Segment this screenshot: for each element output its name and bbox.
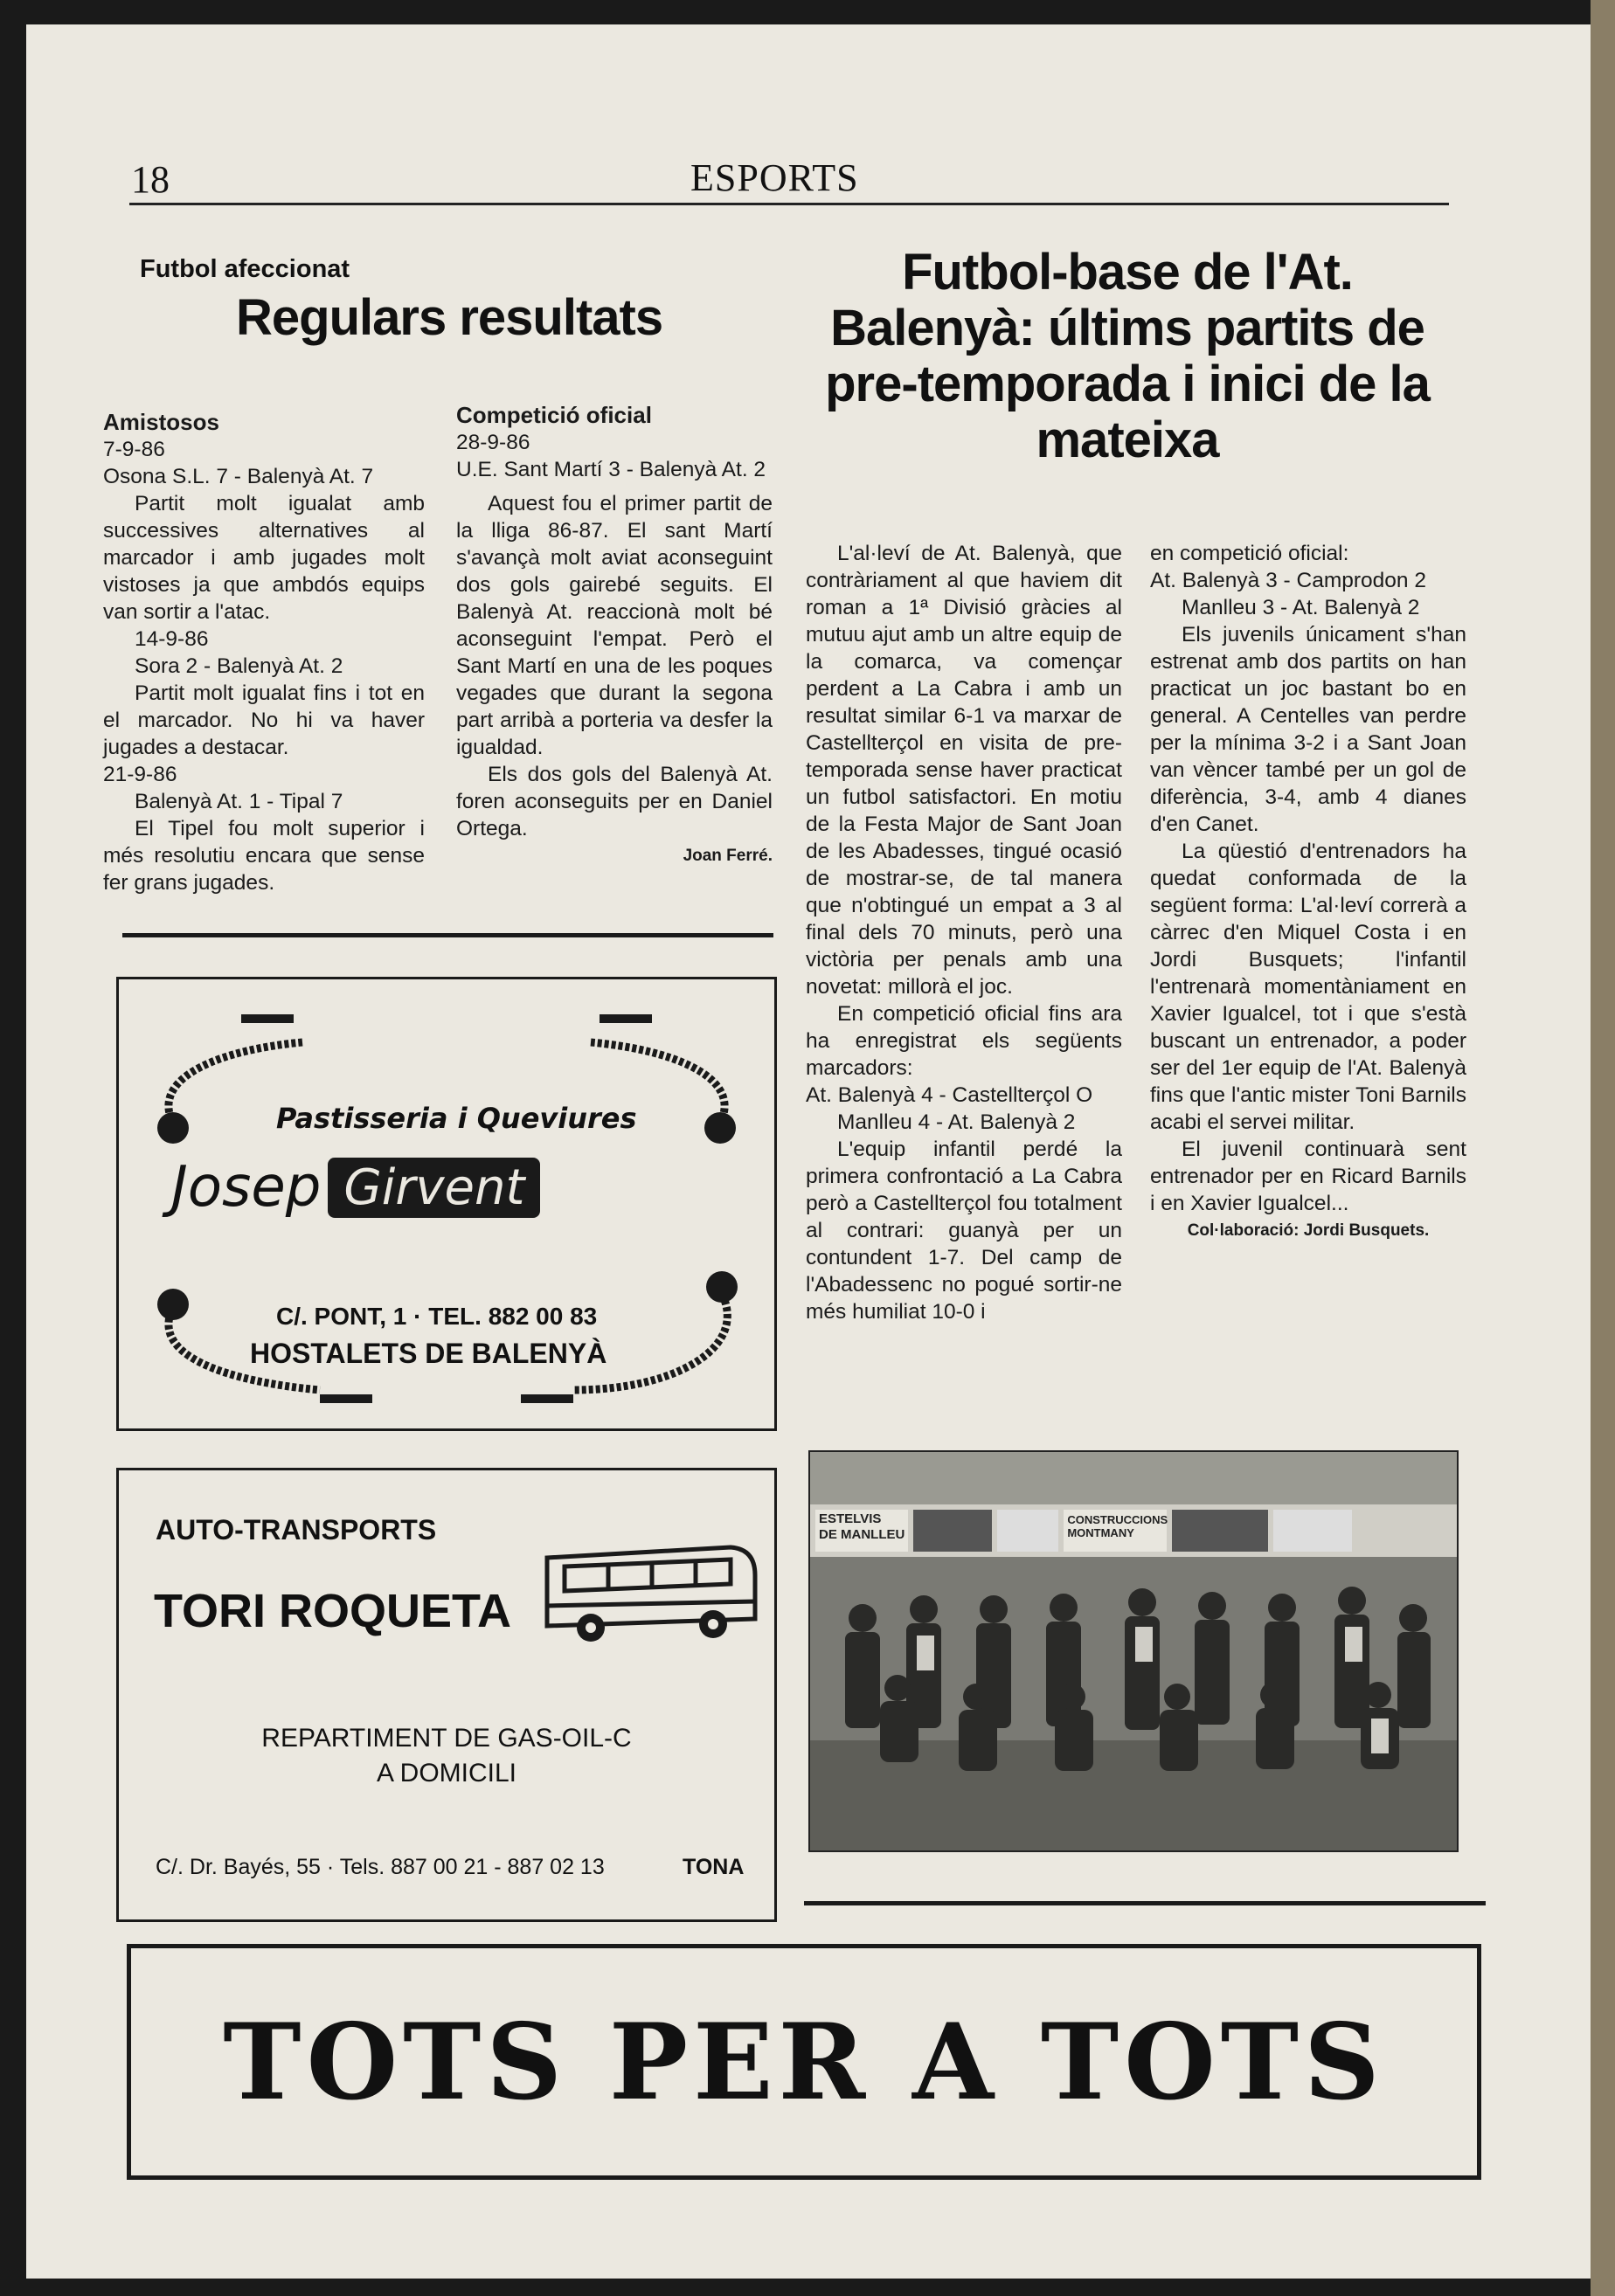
page-number: 18 <box>131 158 170 201</box>
amistosos-column <box>103 409 425 896</box>
ad-service-line: A DOMICILI <box>376 1759 517 1788</box>
section-title: ESPORTS <box>690 156 859 199</box>
article-kicker: Futbol afeccionat <box>140 255 350 283</box>
column-rule <box>122 933 773 937</box>
match-report: Partit molt igualat amb successives alternatives al marcador i amb jugades molt vistoses ja que ambdós equips van sortir a l'atac. <box>103 492 425 624</box>
ad-address: C/. PONT, 1 · TEL. 882 00 83 <box>276 1303 598 1330</box>
match-result: U.E. Sant Martí 3 - Balenyà At. 2 <box>456 458 766 481</box>
oficial-column <box>456 402 773 869</box>
feature-paragraph: en competició oficial: <box>1150 542 1349 565</box>
board-sign <box>1273 1510 1352 1552</box>
feature-paragraph: La qüestió d'entrenadors ha quedat conformada de la següent forma: L'al·leví correrà a càrrec d'en Miquel Costa i en Jordi Busquets; l'infantil l'entrenarà momentàniament en Xavier Igualcel, tot i que s'està buscant un entrenador, a poder ser del 1er equip de l'At. Balenyà fins que l'antic mister Toni Barnils acabi el servei militar. <box>1150 840 1466 1134</box>
oficial-heading: Competició oficial <box>456 402 652 428</box>
match-report: El Tipel fou molt superior i més resolutiu encara que sense fer grans jugades. <box>103 817 425 895</box>
match-result: Balenyà At. 1 - Tipal 7 <box>135 790 343 813</box>
match-report: Aquest fou el primer partit de la lliga 86-87. El sant Martí s'avançà molt aviat aconseguint dos gols gairebé seguits. El Balenyà At. reaccionà molt bé aconseguint l'empat. Però el Sant Martí en una de les poques vegades que durant la segona part arribà a porteria va desfer la igualdad. <box>456 492 773 759</box>
transport-ad <box>116 1468 777 1922</box>
feature-paragraph: Els juvenils únicament s'han estrenat amb dos partits on han practicat un joc bastant bo en general. A Centelles van perdre per la mínima 3-2 i a Sant Joan van vèncer també per un gol de diferència, 3-4, amb 4 dianes d'en Canet. <box>1150 623 1466 836</box>
byline: Joan Ferré. <box>683 847 773 865</box>
ad-company-name: TORI ROQUETA <box>154 1585 512 1637</box>
match-result: Manlleu 4 - At. Balenyà 2 <box>837 1110 1076 1134</box>
ad-town: HOSTALETS DE BALENYÀ <box>250 1338 607 1369</box>
pastisseria-ad <box>116 977 777 1431</box>
match-report: Partit molt igualat fins i tot en el marcador. No hi va haver jugades a destacar. <box>103 681 425 759</box>
match-date: 21-9-86 <box>103 763 177 786</box>
ad-logo <box>171 1154 540 1221</box>
logo-surname: Girvent <box>328 1158 540 1218</box>
match-date: 7-9-86 <box>103 438 165 461</box>
bus-icon <box>530 1523 766 1654</box>
feature-paragraph: L'equip infantil perdé la primera confrontació a La Cabra però a Castellterçol fou totalment al contrari: guanyà per un contundent 1-7. Del camp de l'Abadessenc no pogué sortir-ne més humiliat 10-0 i <box>806 1138 1122 1324</box>
players-group <box>810 1557 1457 1852</box>
ad-tagline: Pastisseria i Queviures <box>276 1102 637 1135</box>
board-sign: ESTELVIS DE MANLLEU <box>815 1510 908 1552</box>
page-spine <box>1591 0 1615 2296</box>
feature-column-1 <box>806 540 1122 1325</box>
byline: Col·laboració: Jordi Busquets. <box>1187 1221 1430 1240</box>
ad-heading: AUTO-TRANSPORTS <box>156 1514 437 1546</box>
ad-address: C/. Dr. Bayés, 55 · Tels. 887 00 21 - 887 02 13 <box>156 1855 605 1879</box>
feature-paragraph: En competició oficial fins ara ha enregistrat els següents marcadors: <box>806 1002 1122 1080</box>
feature-column-2 <box>1150 540 1466 1244</box>
header-rule <box>129 203 1449 205</box>
board-sign <box>1172 1510 1268 1552</box>
match-result: At. Balenyà 3 - Camprodon 2 <box>1150 569 1426 592</box>
amistosos-heading: Amistosos <box>103 409 219 435</box>
column-rule <box>804 1901 1486 1905</box>
match-date: 14-9-86 <box>135 627 209 651</box>
match-result: Osona S.L. 7 - Balenyà At. 7 <box>103 465 374 488</box>
banner-title: TOTS PER A TOTS <box>223 2001 1385 2124</box>
advertising-boards <box>810 1504 1457 1557</box>
board-sign <box>913 1510 992 1552</box>
board-sign: CONSTRUCCIONS MONTMANY <box>1064 1510 1167 1552</box>
feature-paragraph: El juvenil continuarà sent entrenador per en Ricard Barnils i en Xavier Igualcel... <box>1150 1138 1466 1215</box>
bottom-banner <box>127 1944 1481 2180</box>
feature-title: Futbol-base de l'At. Balenyà: últims partits de pre-temporada i inici de la mateixa <box>825 244 1430 468</box>
team-photo <box>808 1450 1459 1852</box>
match-date: 28-9-86 <box>456 431 530 454</box>
board-sign <box>997 1510 1058 1552</box>
match-result: Manlleu 3 - At. Balenyà 2 <box>1182 596 1420 619</box>
match-result: Sora 2 - Balenyà At. 2 <box>135 654 343 678</box>
ad-service-line: REPARTIMENT DE GAS-OIL-C <box>261 1724 632 1753</box>
ad-town: TONA <box>683 1855 745 1879</box>
match-report: Els dos gols del Balenyà At. foren aconseguits per en Daniel Ortega. <box>456 763 773 840</box>
logo-first-name: Josep <box>171 1155 322 1220</box>
feature-paragraph: L'al·leví de At. Balenyà, que contràriament al que haviem dit roman a 1ª Divisió gràcies al mutuu ajut amb un altre equip de la comarca, va començar perdent a La Cabra i amb un resultat similar 6-1 va marxar de Castellterçol en visita de pre-temporada sense haver practicat un futbol satisfactori. En motiu de la Festa Major de Sant Joan de les Abadesses, tingué ocasió de mostrar-se, de tal manera que n'obtingué un empat a 3 al final dels 70 minuts, però una victòria per penals amb una novetat: millorà el joc. <box>806 542 1122 999</box>
match-result: At. Balenyà 4 - Castellterçol O <box>806 1083 1093 1107</box>
article-title: Regulars resultats <box>236 289 663 346</box>
